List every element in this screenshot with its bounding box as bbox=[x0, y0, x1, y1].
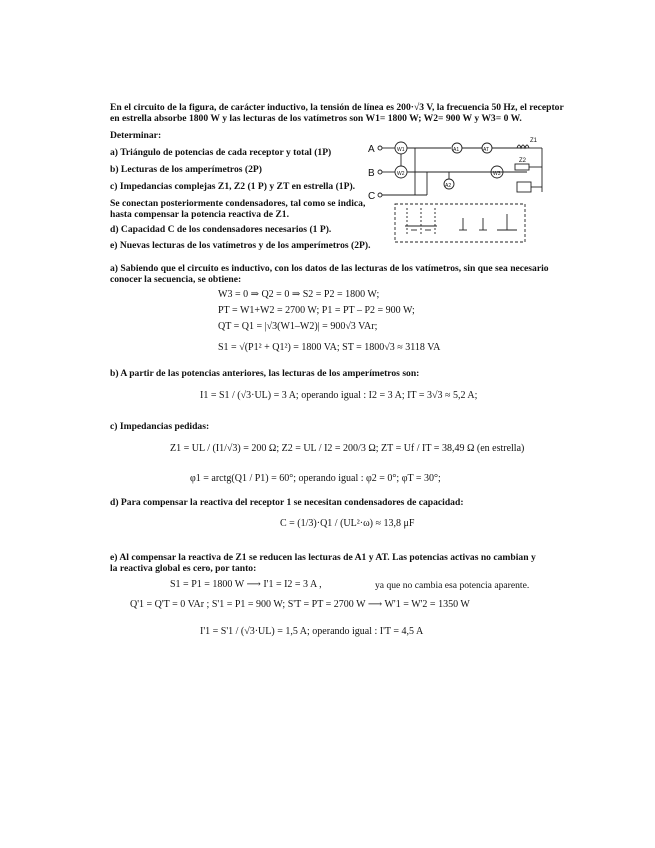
circuit-diagram bbox=[367, 126, 549, 246]
capacitor-block bbox=[395, 204, 525, 242]
connection-note-2: hasta compensar la potencia reactiva de Z1. bbox=[110, 209, 289, 220]
section-a-eq-2: PT = W1+W2 = 2700 W; P1 = PT – P2 = 900 W; bbox=[218, 305, 415, 316]
section-e-eq-1a: S1 = P1 = 1800 W ⟶ I'1 = I2 = 3 A , bbox=[170, 579, 322, 590]
section-a-intro-1: a) Sabiendo que el circuito es inductivo, con los datos de las lecturas de los vatímetros, sin que sea necesario bbox=[110, 263, 549, 274]
w3-label: W3 bbox=[493, 171, 501, 177]
section-e-intro-1: e) Al compensar la reactiva de Z1 se reducen las lecturas de A1 y AT. Las potencias activas no cambian y bbox=[110, 552, 536, 563]
determine-label: Determinar: bbox=[110, 130, 162, 141]
question-d: d) Capacidad C de los condensadores necesarios (1 P). bbox=[110, 224, 332, 235]
section-c-eq-1: Z1 = UL / (I1/√3) = 200 Ω; Z2 = UL / I2 = 200/3 Ω; ZT = Uf / IT = 38,49 Ω (en estrella) bbox=[170, 443, 525, 454]
question-e: e) Nuevas lecturas de los vatímetros y de los amperímetros (2P). bbox=[110, 240, 371, 251]
star-load bbox=[517, 182, 531, 192]
section-a-eq-4: S1 = √(P1² + Q1²) = 1800 VA; ST = 1800√3 ≈ 3118 VA bbox=[218, 342, 441, 353]
section-a-eq-3: QT = Q1 = |√3(W1–W2)| = 900√3 VAr; bbox=[218, 321, 378, 332]
section-a-eq-1: W3 = 0 ⇒ Q2 = 0 ⇒ S2 = P2 = 1800 W; bbox=[218, 289, 380, 300]
section-e-eq-3: I'1 = S'1 / (√3·UL) = 1,5 A; operando igual : I'T = 4,5 A bbox=[200, 626, 424, 637]
w2-label: W2 bbox=[397, 171, 405, 177]
z2-label: Z2 bbox=[519, 158, 527, 164]
question-b: b) Lecturas de los amperímetros (2P) bbox=[110, 164, 262, 175]
section-d-intro: d) Para compensar la reactiva del receptor 1 se necesitan condensadores de capacidad: bbox=[110, 497, 464, 508]
question-c: c) Impedancias complejas Z1, Z2 (1 P) y ZT en estrella (1P). bbox=[110, 181, 356, 192]
section-e-eq-2: Q'1 = Q'T = 0 VAr ; S'1 = P1 = 900 W; S'T = PT = 2700 W ⟶ W'1 = W'2 = 1350 W bbox=[130, 599, 470, 610]
section-c-eq-2: φ1 = arctg(Q1 / P1) = 60°; operando igual : φ2 = 0°; φT = 30°; bbox=[190, 473, 441, 484]
section-b-intro: b) A partir de las potencias anteriores, las lecturas de los amperímetros son: bbox=[110, 368, 420, 379]
w1-label: W1 bbox=[397, 147, 405, 153]
section-a-intro-2: conocer la secuencia, se obtiene: bbox=[110, 274, 242, 285]
connection-note-1: Se conectan posteriormente condensadores, tal como se indica, bbox=[110, 198, 366, 209]
a2-label: A2 bbox=[445, 183, 452, 189]
a1-label: A1 bbox=[453, 147, 460, 153]
section-c-intro: c) Impedancias pedidas: bbox=[110, 421, 210, 432]
phase-a-label: A bbox=[368, 144, 375, 155]
question-a: a) Triángulo de potencias de cada receptor y total (1P) bbox=[110, 147, 332, 158]
phase-c-label: C bbox=[368, 191, 376, 202]
statement-line-2: en estrella absorbe 1800 W y las lecturas de los vatímetros son W1= 1800 W; W2= 900 W y W3= 0 W. bbox=[110, 113, 522, 124]
section-e-eq-1b: ya que no cambia esa potencia aparente. bbox=[375, 580, 530, 591]
section-e-intro-2: la reactiva global es cero, por tanto: bbox=[110, 563, 257, 574]
statement-line-1: En el circuito de la figura, de carácter inductivo, la tensión de línea es 200·√3 V, la frecuencia 50 Hz, el receptor bbox=[110, 102, 564, 113]
phase-b-label: B bbox=[368, 168, 375, 179]
impedance-z2 bbox=[515, 164, 529, 170]
section-b-eq-1: I1 = S1 / (√3·UL) = 3 A; operando igual : I2 = 3 A; IT = 3√3 ≈ 5,2 A; bbox=[200, 390, 478, 401]
z1-label: Z1 bbox=[530, 138, 538, 144]
at-label: AT bbox=[483, 147, 490, 153]
section-d-eq-1: C = (1/3)·Q1 / (UL²·ω) ≈ 13,8 μF bbox=[280, 518, 415, 529]
